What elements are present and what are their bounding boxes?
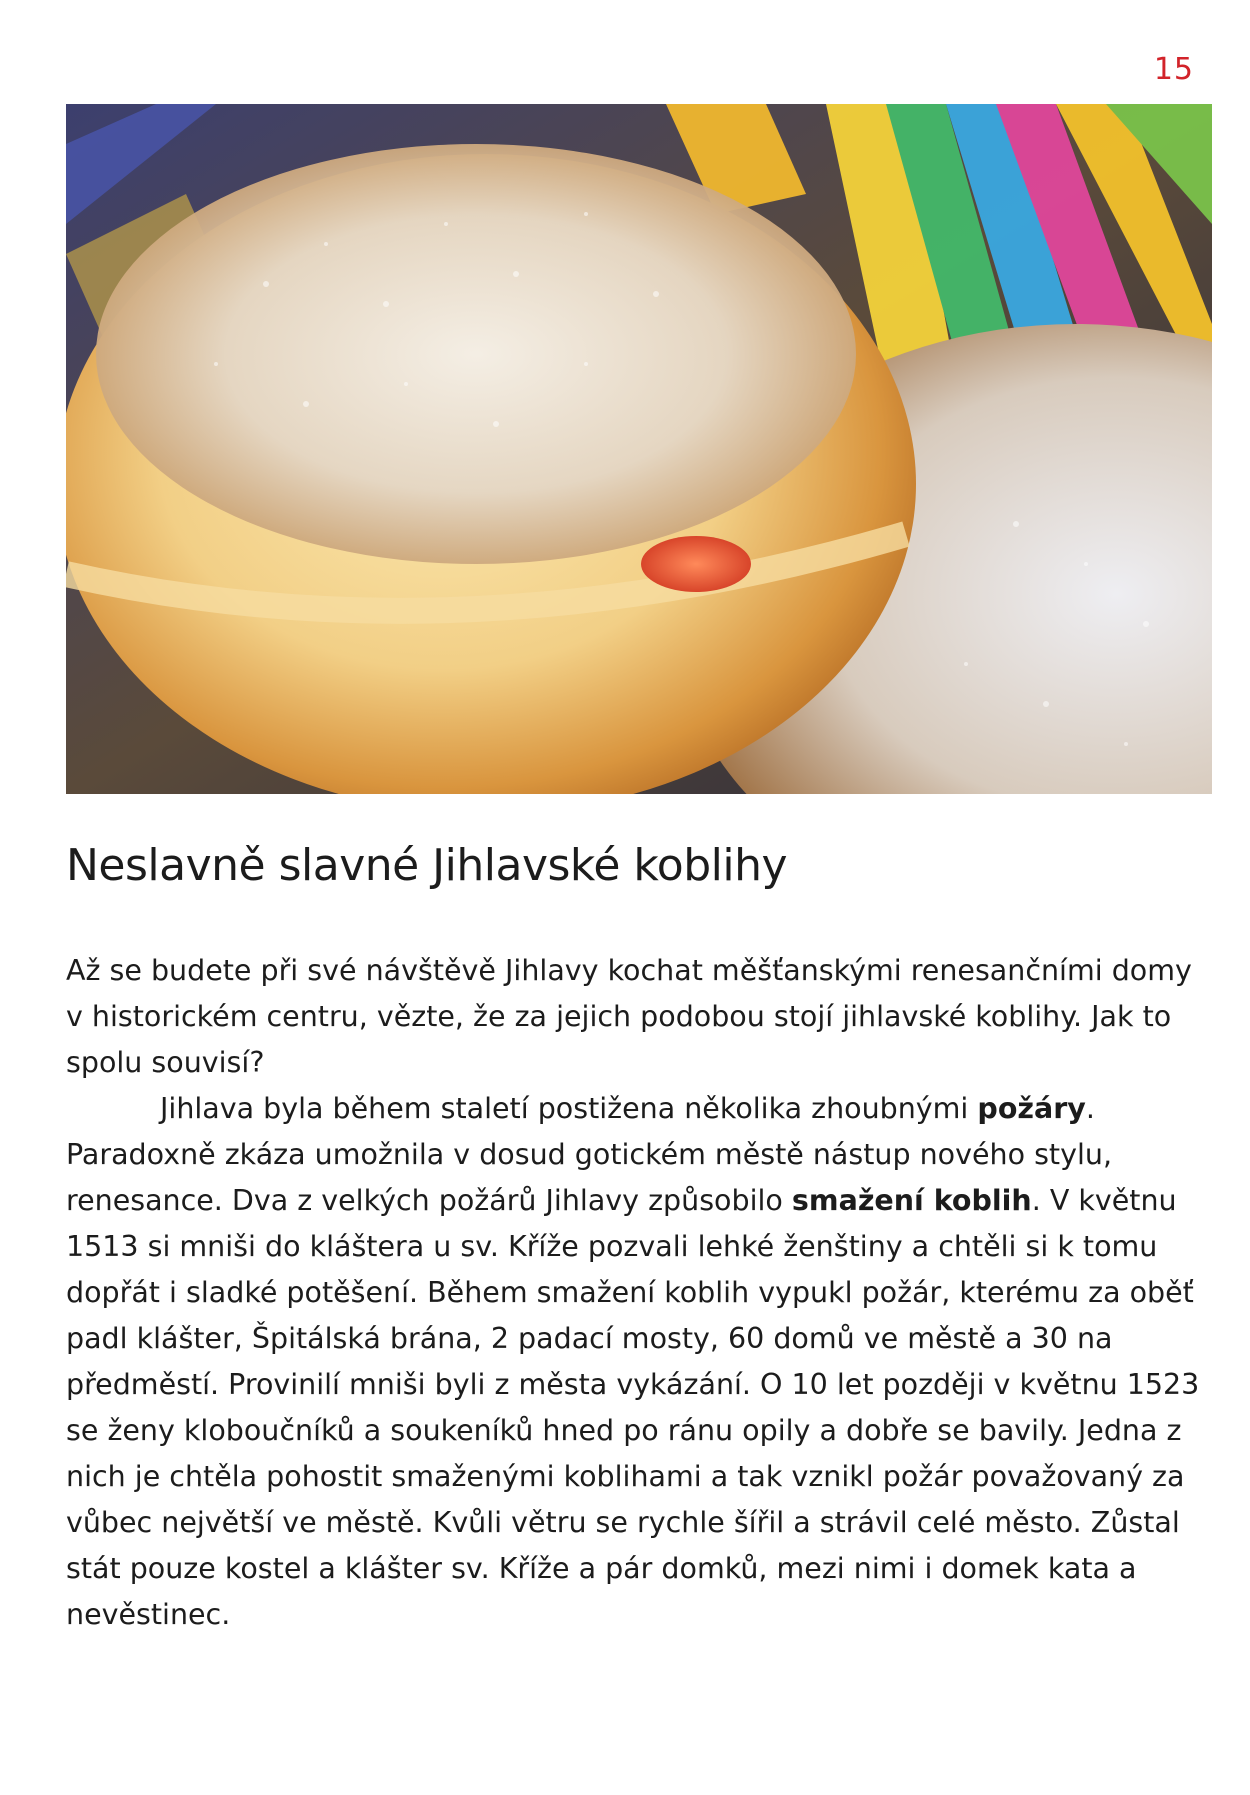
history-paragraph [66,1086,1216,1638]
history-text-part: Jihlava byla během staletí postižena několika zhoubnými [160,1092,978,1125]
highlight-frying-donuts: smažení koblih [791,1184,1032,1217]
donut-photo [66,104,1212,794]
article-title: Neslavně slavné Jihlavské koblihy [66,840,788,891]
intro-paragraph: Až se budete při své návštěvě Jihlavy kochat měšťanskými renesančními domy v historickém centru, vězte, že za jejich podobou stojí jihlavské koblihy. Jak to spolu souvisí? [66,954,1192,1079]
page-number: 15 [1153,52,1194,87]
history-text-part: . Paradoxně zkáza umožnila v dosud gotickém městě nástup nového stylu, renesance. Dva z velkých požárů Jihlavy způsobilo [66,1092,1112,1217]
highlight-fires: požáry [977,1092,1086,1125]
article-body [66,948,1216,1638]
history-text-part: . V květnu 1513 si mniši do kláštera u sv. Kříže pozvali lehké ženštiny a chtěli si k tomu dopřát i sladké potěšení. Během smažení koblih vypukl požár, kterému za oběť padl klášter, Špitálská brána, 2 padací mosty, 60 domů ve městě a 30 na předměstí. Provinilí mniši byli z města vykázání. O 10 let později v květnu 1523 se ženy kloboučníků a soukeníků hned po ránu opily a dobře se bavily. Jedna z nich je chtěla pohostit smaženými koblihami a tak vznikl požár považovaný za vůbec největší ve městě. Kvůli větru se rychle šířil a strávil celé město. Zůstal stát pouze kostel a klášter sv. Kříže a pár domků, mezi nimi i domek kata a nevěstinec. [66,1184,1200,1631]
